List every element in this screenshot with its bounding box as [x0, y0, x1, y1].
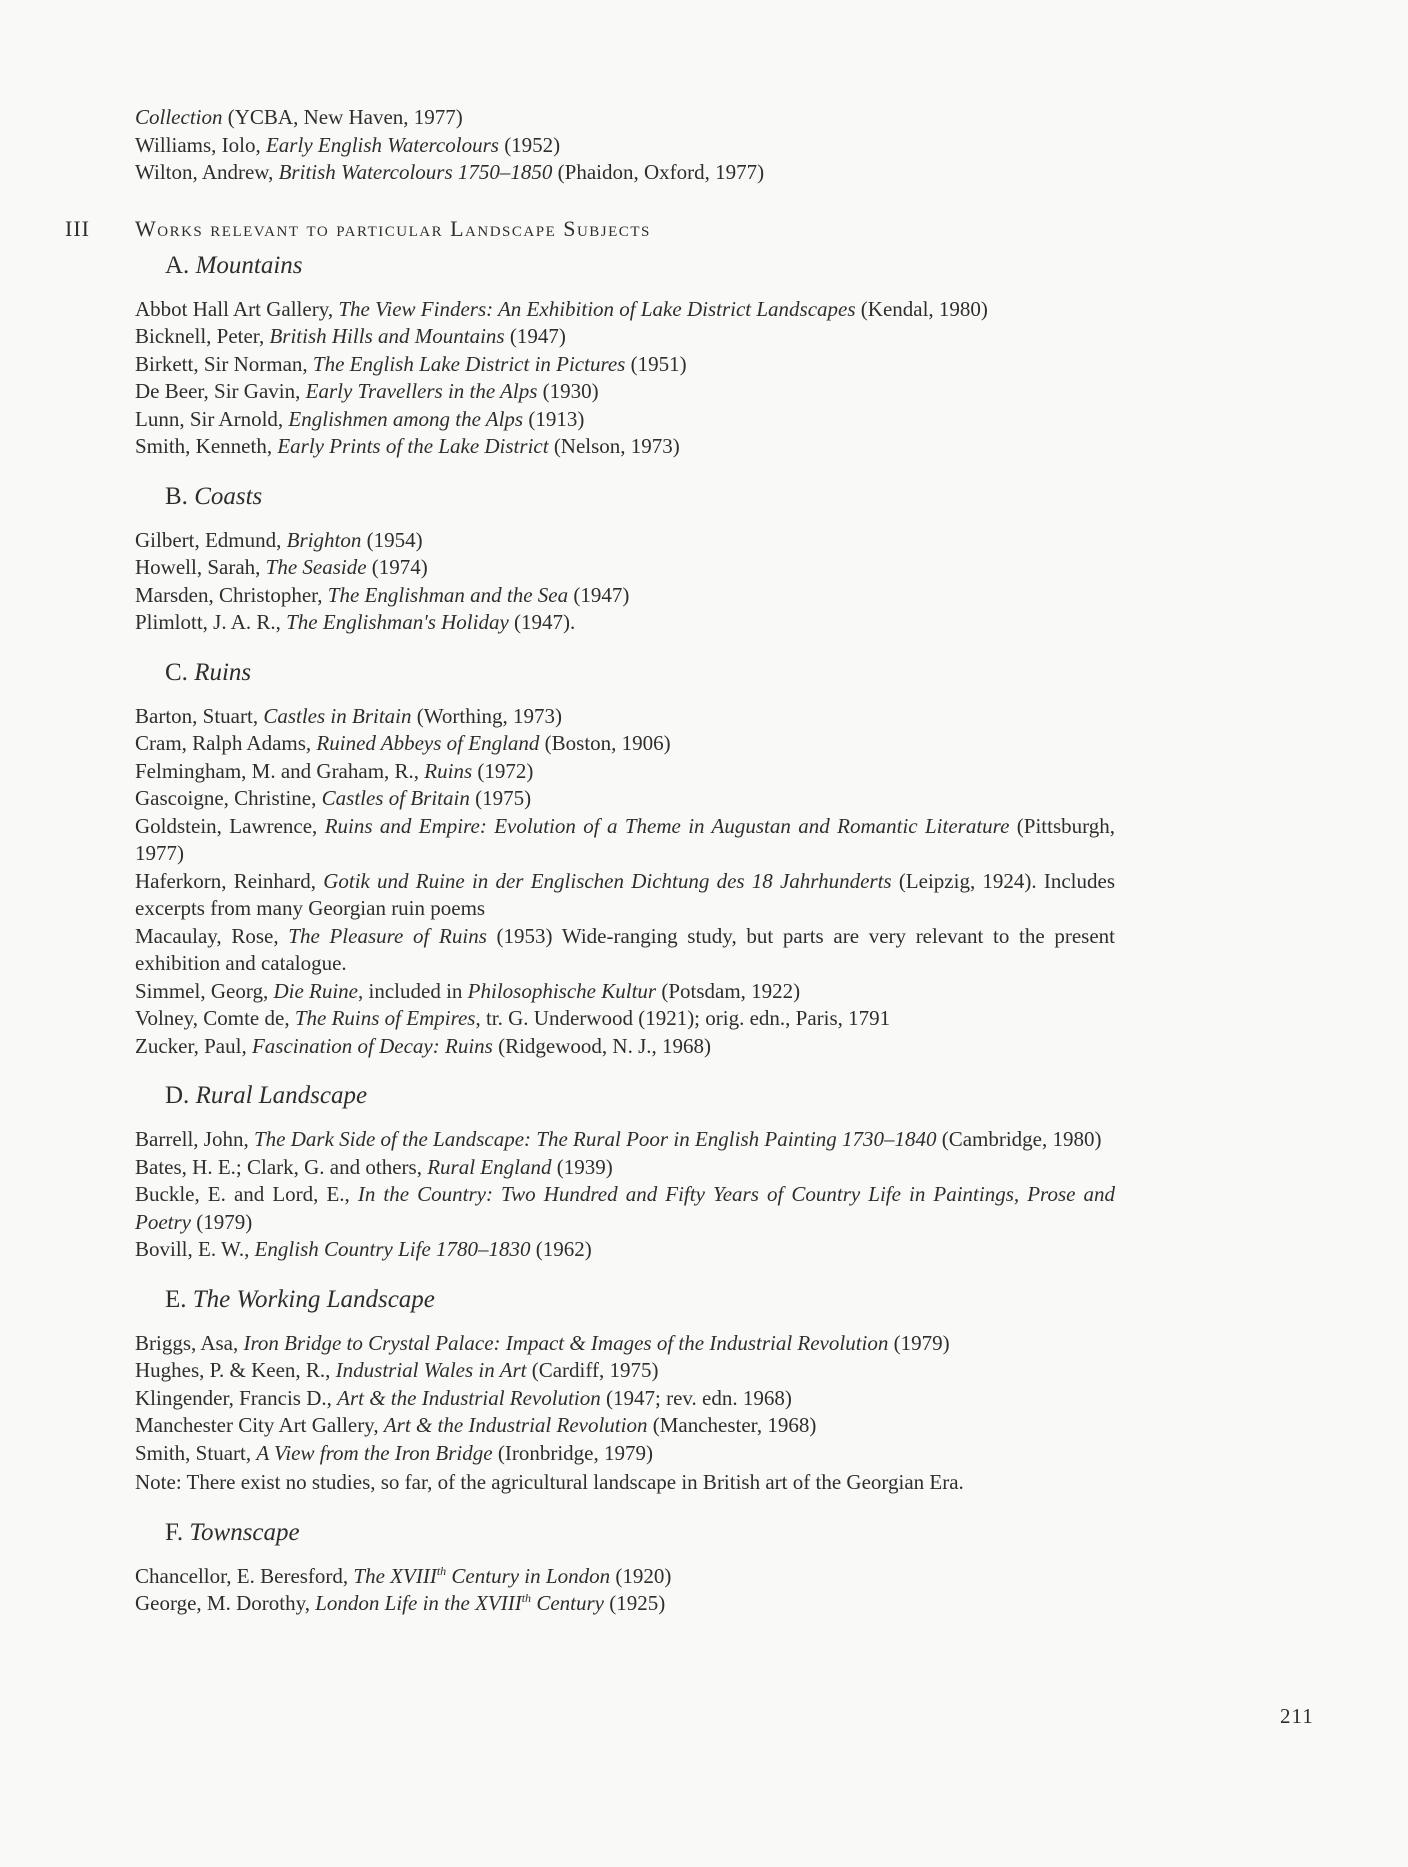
- page-number: 211: [1280, 1704, 1314, 1728]
- bib-entry: Barton, Stuart, Castles in Britain (Worthing, 1973): [135, 703, 563, 728]
- bib-entry: Collection (YCBA, New Haven, 1977): [135, 105, 463, 129]
- bib-entry: Haferkorn, Reinhard, Gotik und Ruine in der Englischen Dichtung des 18 Jahrhunderts (Leipzig, 1924). Includes excerpts from many Georgian ruin poems: [135, 868, 1115, 920]
- bib-entry: Gilbert, Edmund, Brighton (1954): [135, 527, 423, 552]
- rural-entries: [135, 1126, 1115, 1264]
- bib-entry: Barrell, John, The Dark Side of the Landscape: The Rural Poor in English Painting 1730–1840 (Cambridge, 1980): [135, 1127, 1102, 1151]
- intro-entries: [135, 104, 1115, 187]
- bib-entry: Hughes, P. & Keen, R., Industrial Wales in Art (Cardiff, 1975): [135, 1358, 659, 1382]
- bib-entry: Manchester City Art Gallery, Art & the Industrial Revolution (Manchester, 1968): [135, 1413, 817, 1437]
- subsection-heading-mountains: A. Mountains: [165, 251, 303, 279]
- note: Note: There exist no studies, so far, of the agricultural landscape in British art of the Georgian Era.: [135, 1470, 964, 1494]
- bib-entry: Wilton, Andrew, British Watercolours 1750–1850 (Phaidon, Oxford, 1977): [135, 160, 765, 184]
- bib-entry: De Beer, Sir Gavin, Early Travellers in the Alps (1930): [135, 379, 599, 403]
- bib-entry: Birkett, Sir Norman, The English Lake District in Pictures (1951): [135, 351, 687, 376]
- working-entries: [135, 1330, 1115, 1497]
- bib-entry: Plimlott, J. A. R., The Englishman's Holiday (1947).: [135, 610, 576, 634]
- bib-entry: Abbot Hall Art Gallery, The View Finders: An Exhibition of Lake District Landscapes (Kendal, 1980): [135, 296, 988, 321]
- bibliography: [65, 104, 1115, 1638]
- bib-entry: Volney, Comte de, The Ruins of Empires, tr. G. Underwood (1921); orig. edn., Paris, 1791: [135, 1006, 891, 1030]
- subsection-heading-rural: D. Rural Landscape: [165, 1082, 368, 1109]
- bib-entry: Chancellor, E. Beresford, The XVIIIth Century in London (1920): [135, 1563, 672, 1588]
- section-heading: [65, 214, 1115, 244]
- bib-entry: George, M. Dorothy, London Life in the XVIIIth Century (1925): [135, 1591, 666, 1615]
- bib-entry: Williams, Iolo, Early English Watercolours (1952): [135, 132, 561, 157]
- bib-entry: Marsden, Christopher, The Englishman and the Sea (1947): [135, 582, 630, 607]
- bib-entry: Klingender, Francis D., Art & the Industrial Revolution (1947; rev. edn. 1968): [135, 1385, 792, 1410]
- bib-entry: Smith, Stuart, A View from the Iron Bridge (Ironbridge, 1979): [135, 1440, 653, 1465]
- bib-entry: Goldstein, Lawrence, Ruins and Empire: Evolution of a Theme in Augustan and Romantic Literature (Pittsburgh, 1977): [135, 813, 1115, 865]
- subsection-heading-townscape: F. Townscape: [165, 1518, 300, 1546]
- mountains-entries: [135, 296, 1115, 461]
- coasts-entries: [135, 527, 1115, 637]
- bib-entry: Simmel, Georg, Die Ruine, included in Philosophische Kultur (Potsdam, 1922): [135, 978, 801, 1003]
- bib-entry: Howell, Sarah, The Seaside (1974): [135, 555, 428, 579]
- bib-entry: Lunn, Sir Arnold, Englishmen among the Alps (1913): [135, 406, 585, 431]
- bib-entry: Gascoigne, Christine, Castles of Britain (1975): [135, 786, 532, 810]
- section-number: III: [65, 215, 90, 241]
- bib-entry: Briggs, Asa, Iron Bridge to Crystal Palace: Impact & Images of the Industrial Revolution (1979): [135, 1330, 950, 1355]
- bib-entry: Zucker, Paul, Fascination of Decay: Ruins (Ridgewood, N. J., 1968): [135, 1033, 711, 1058]
- subsection-heading-ruins: C. Ruins: [165, 658, 252, 686]
- bib-entry: Cram, Ralph Adams, Ruined Abbeys of England (Boston, 1906): [135, 731, 671, 755]
- bib-entry: Felmingham, M. and Graham, R., Ruins (1972): [135, 758, 534, 783]
- section-title: Works relevant to particular Landscape Subjects: [135, 215, 651, 241]
- subsection-heading-coasts: B. Coasts: [165, 482, 263, 510]
- townscape-entries: [135, 1563, 1115, 1618]
- bib-entry: Macaulay, Rose, The Pleasure of Ruins (1953) Wide-ranging study, but parts are very relevant to the present exhibition and catalogue.: [135, 923, 1115, 975]
- bib-entry: Bicknell, Peter, British Hills and Mountains (1947): [135, 324, 566, 348]
- ruins-entries: [135, 703, 1115, 1061]
- subsection-heading-working: E. The Working Landscape: [165, 1285, 435, 1313]
- bib-entry: Buckle, E. and Lord, E., In the Country: Two Hundred and Fifty Years of Country Life in Paintings, Prose and Poetry (1979): [135, 1182, 1115, 1234]
- bib-entry: Smith, Kenneth, Early Prints of the Lake District (Nelson, 1973): [135, 434, 680, 458]
- bib-entry: Bovill, E. W., English Country Life 1780–1830 (1962): [135, 1237, 592, 1261]
- bib-entry: Bates, H. E.; Clark, G. and others, Rural England (1939): [135, 1154, 613, 1179]
